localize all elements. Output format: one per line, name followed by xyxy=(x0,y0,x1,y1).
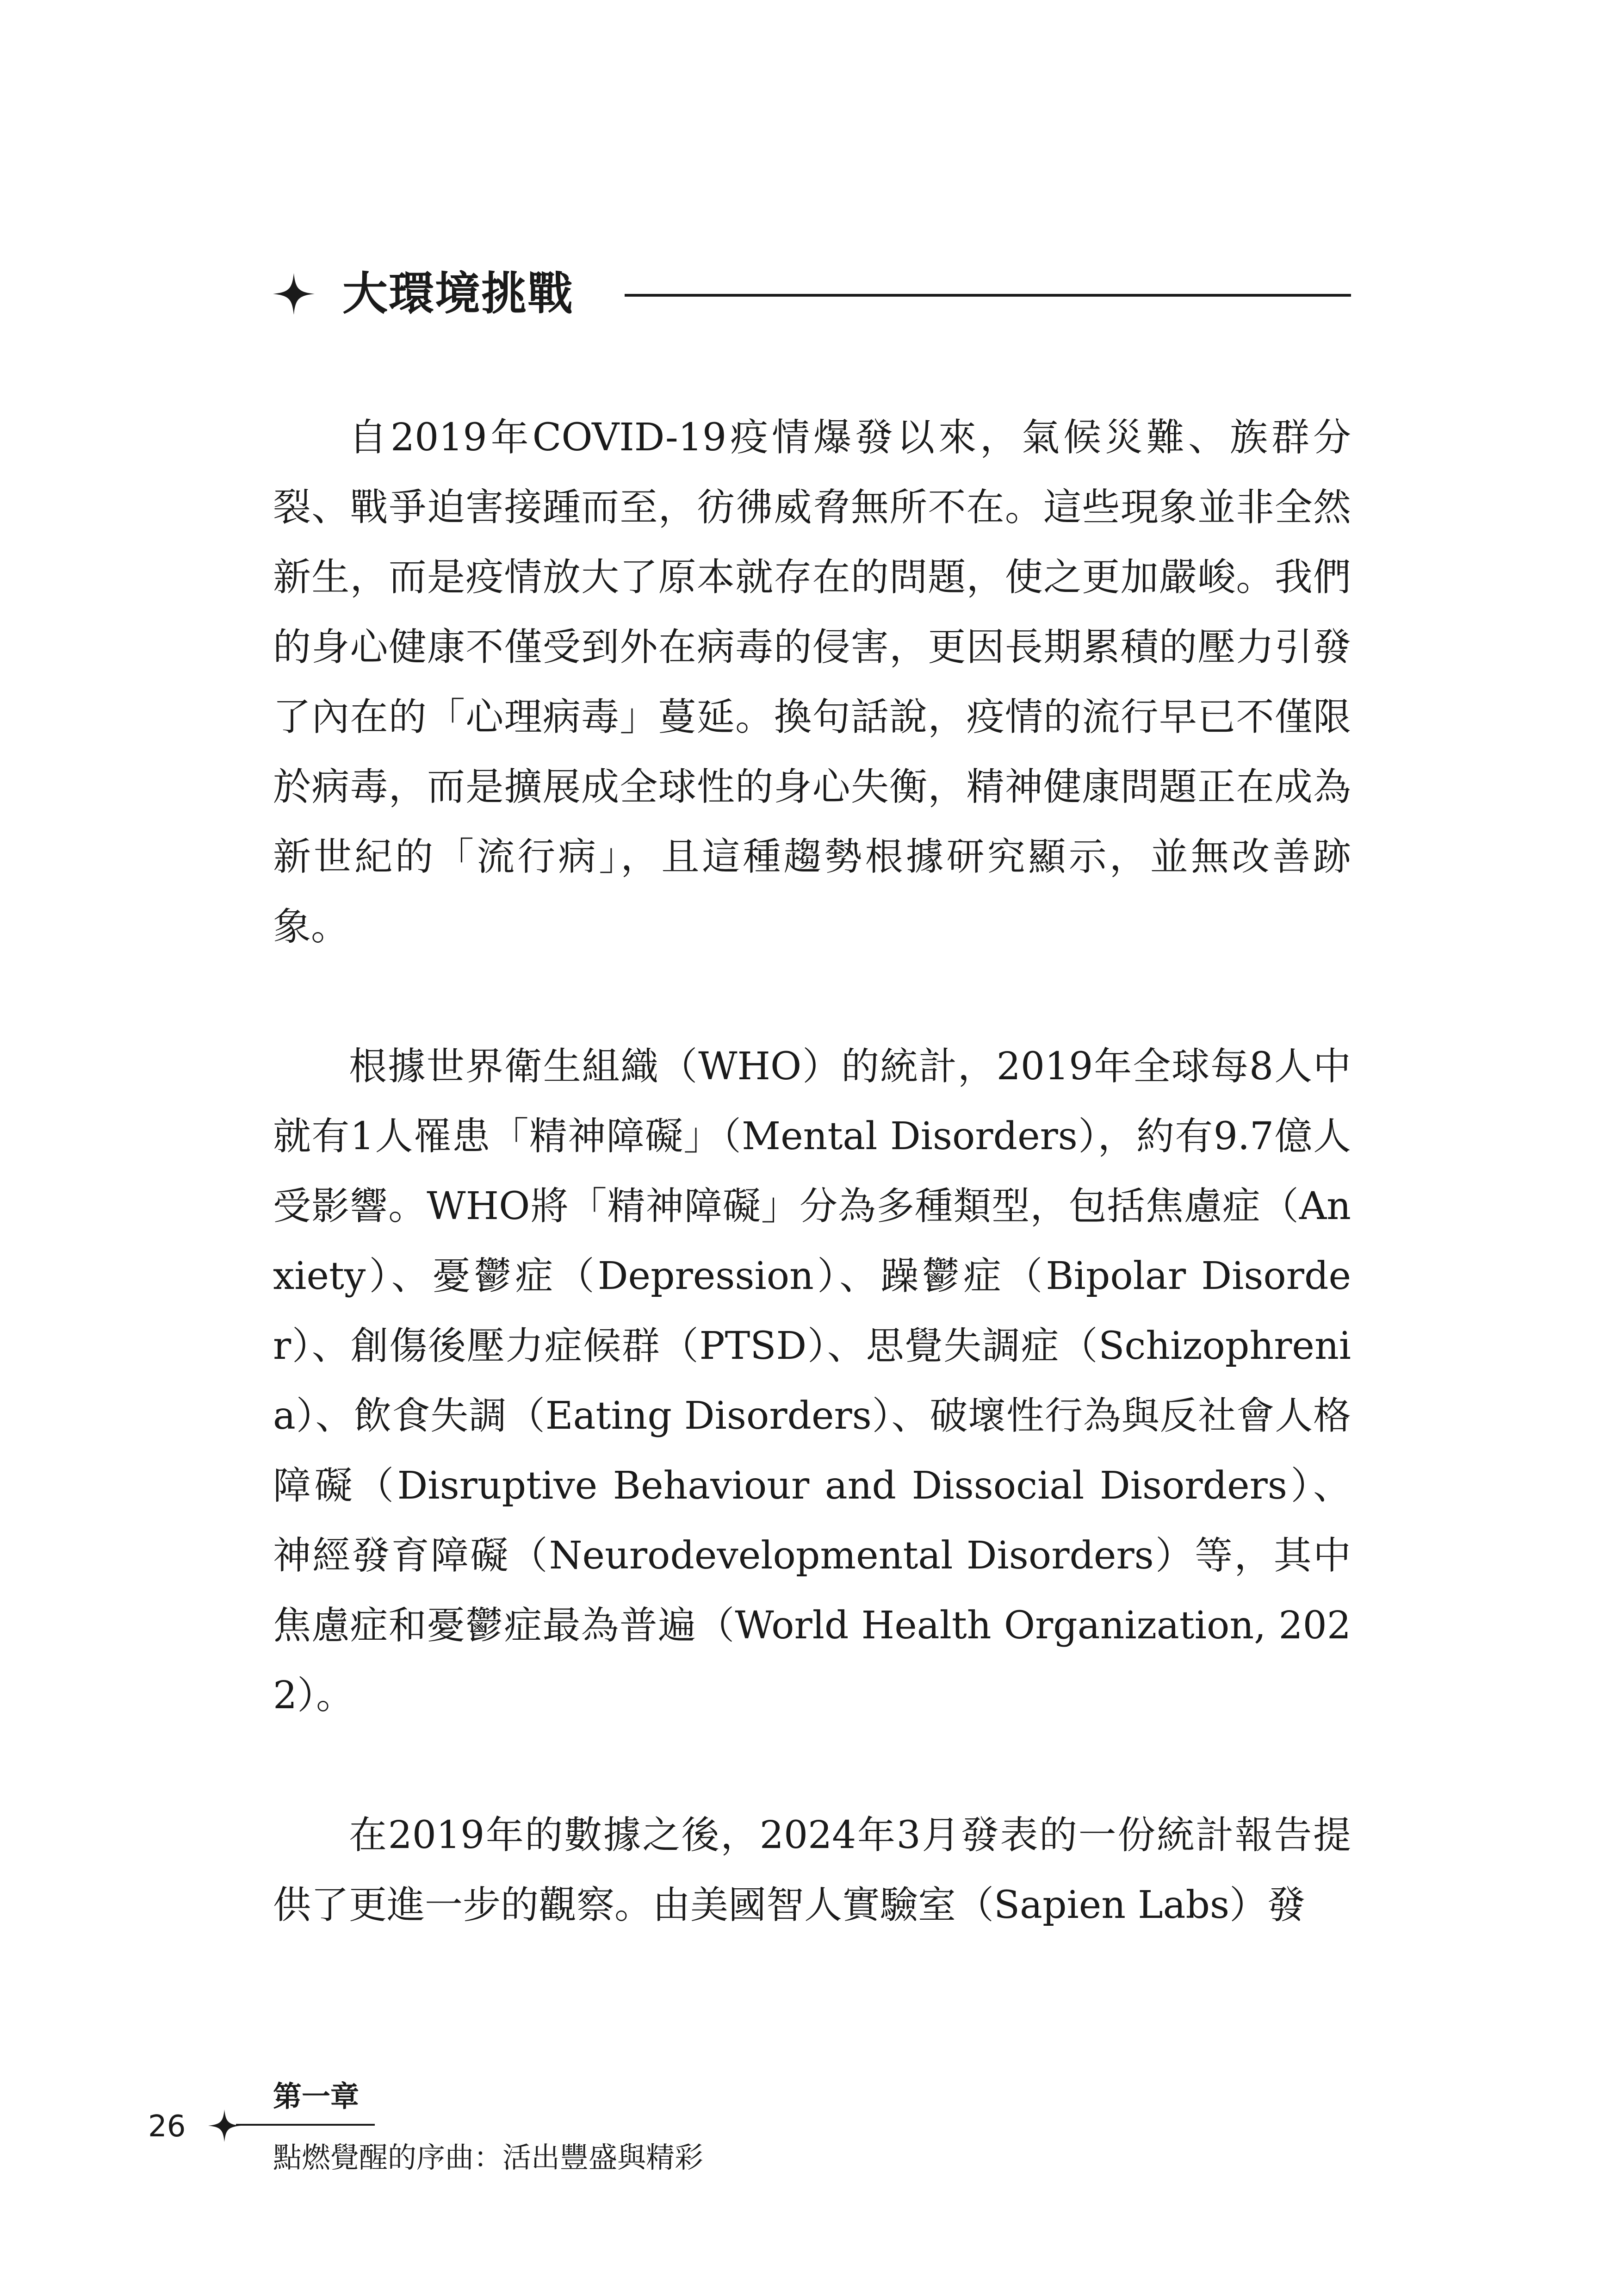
title-rule xyxy=(625,294,1351,297)
four-point-star-icon xyxy=(208,2109,241,2142)
chapter-title: 點燃覺醒的序曲：活出豐盛與精彩 xyxy=(273,2140,704,2174)
chapter-label: 第一章 xyxy=(273,2079,360,2113)
four-point-star-icon xyxy=(273,273,315,315)
page-number: 26 xyxy=(148,2109,186,2144)
paragraph-3: 在2019年的數據之後，2024年3月發表的一份統計報告提供了更進一步的觀察。由美國智人實驗室（Sapien Labs）發 xyxy=(273,1813,1351,1927)
footer-rule xyxy=(236,2124,375,2126)
paragraph-2: 根據世界衛生組織（WHO）的統計，2019年全球每8人中就有1人罹患「精神障礙」（Mental Disorders），約有9.7億人受影響。WHO將「精神障礙」分為多種類型，包括焦慮症（Anxiety）、憂鬱症（Depression）、躁鬱症（Bipolar Disorder）、創傷後壓力症候群（PTSD）、思覺失調症（Schizophrenia）、飲食失調（Eating Disorders）、破壞性行為與反社會人格障礙（Disruptive Behaviour and Dissocial Disorders）、神經發育障礙（Neurodevelopmental Disorders）等，其中焦慮症和憂鬱症最為普遍（World Health Organization, 2022）。 xyxy=(273,1045,1351,1717)
page-footer xyxy=(148,2078,888,2184)
section-title: 大環境挑戰 xyxy=(342,268,574,320)
body-text xyxy=(273,403,1351,1940)
paragraph-1: 自2019年COVID-19疫情爆發以來，氣候災難、族群分裂、戰爭迫害接踵而至，彷彿威脅無所不在。這些現象並非全然新生，而是疫情放大了原本就存在的問題，使之更加嚴峻。我們的身心健康不僅受到外在病毒的侵害，更因長期累積的壓力引發了內在的「心理病毒」蔓延。換句話說，疫情的流行早已不僅限於病毒，而是擴展成全球性的身心失衡，精神健康問題正在成為新世紀的「流行病」，且這種趨勢根據研究顯示，並無改善跡象。 xyxy=(273,416,1351,949)
section-header xyxy=(273,259,1351,342)
